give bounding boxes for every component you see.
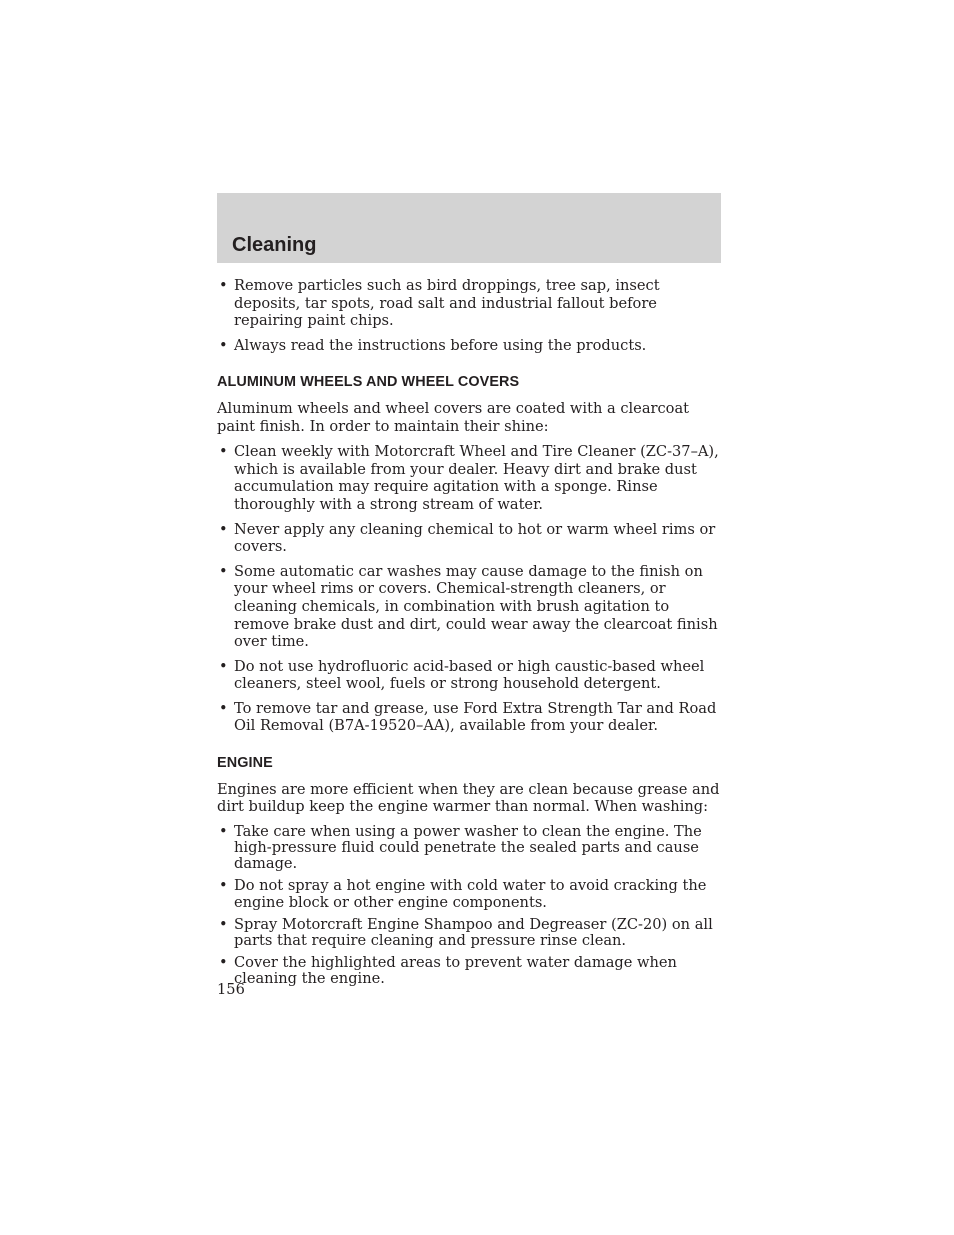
aluminum-section-heading: ALUMINUM WHEELS AND WHEEL COVERS bbox=[217, 374, 520, 391]
bullet-icon: • bbox=[219, 520, 228, 538]
engine-intro-paragraph: Engines are more efficient when they are clean because grease and dirt buildup keep the engine warmer than normal. When washing: bbox=[217, 780, 720, 816]
page-content bbox=[217, 277, 721, 994]
bullet-icon: • bbox=[219, 443, 228, 461]
bullet-icon: • bbox=[219, 877, 228, 895]
engine-bullet-list bbox=[217, 824, 721, 988]
section-title: Cleaning bbox=[232, 234, 317, 256]
engine-section-heading: ENGINE bbox=[217, 755, 273, 772]
section-header-band bbox=[217, 193, 721, 263]
list-item: • Never apply any cleaning chemical to hot or warm wheel rims or covers. bbox=[219, 520, 716, 556]
page-number: 156 bbox=[217, 981, 245, 998]
bullet-icon: • bbox=[219, 699, 228, 717]
bullet-icon: • bbox=[219, 822, 228, 840]
list-item: • Spray Motorcraft Engine Shampoo and Degreaser (ZC-20) on all parts that require cleaning and pressure rinse clean. bbox=[219, 915, 713, 950]
intro-bullet-list bbox=[217, 277, 721, 354]
list-item: • Take care when using a power washer to clean the engine. The high-pressure fluid could penetrate the sealed parts and cause damage. bbox=[219, 822, 702, 873]
bullet-icon: • bbox=[219, 915, 228, 933]
list-item: • Do not use hydrofluoric acid-based or high caustic-based wheel cleaners, steel wool, fuels or strong household detergent. bbox=[219, 657, 705, 693]
list-item: • Always read the instructions before using the products. bbox=[219, 336, 647, 354]
bullet-icon: • bbox=[219, 277, 228, 294]
list-item: • Remove particles such as bird droppings, tree sap, insect deposits, tar spots, road salt and industrial fallout before repairing paint chips. bbox=[219, 277, 660, 330]
bullet-icon: • bbox=[219, 336, 228, 354]
list-item: • Do not spray a hot engine with cold water to avoid cracking the engine block or other engine components. bbox=[219, 877, 707, 911]
list-item: • To remove tar and grease, use Ford Extra Strength Tar and Road Oil Removal (B7A-19520–AA), available from your dealer. bbox=[219, 699, 717, 735]
bullet-icon: • bbox=[219, 954, 228, 972]
list-item: • Cover the highlighted areas to prevent water damage when cleaning the engine. bbox=[219, 954, 677, 988]
list-item: • Clean weekly with Motorcraft Wheel and Tire Cleaner (ZC-37–A), which is available from your dealer. Heavy dirt and brake dust accumulation may require agitation with a sponge. Rinse thoroughly with a strong stream of water. bbox=[219, 443, 719, 513]
bullet-icon: • bbox=[219, 657, 228, 675]
bullet-icon: • bbox=[219, 562, 228, 580]
aluminum-bullet-list bbox=[217, 443, 721, 735]
aluminum-intro-paragraph: Aluminum wheels and wheel covers are coated with a clearcoat paint finish. In order to maintain their shine: bbox=[217, 399, 690, 435]
list-item: • Some automatic car washes may cause damage to the finish on your wheel rims or covers. Chemical-strength cleaners, or cleaning chemicals, in combination with brush agitation to remove brake dust and dirt, could wear away the clearcoat finish over time. bbox=[219, 562, 718, 651]
